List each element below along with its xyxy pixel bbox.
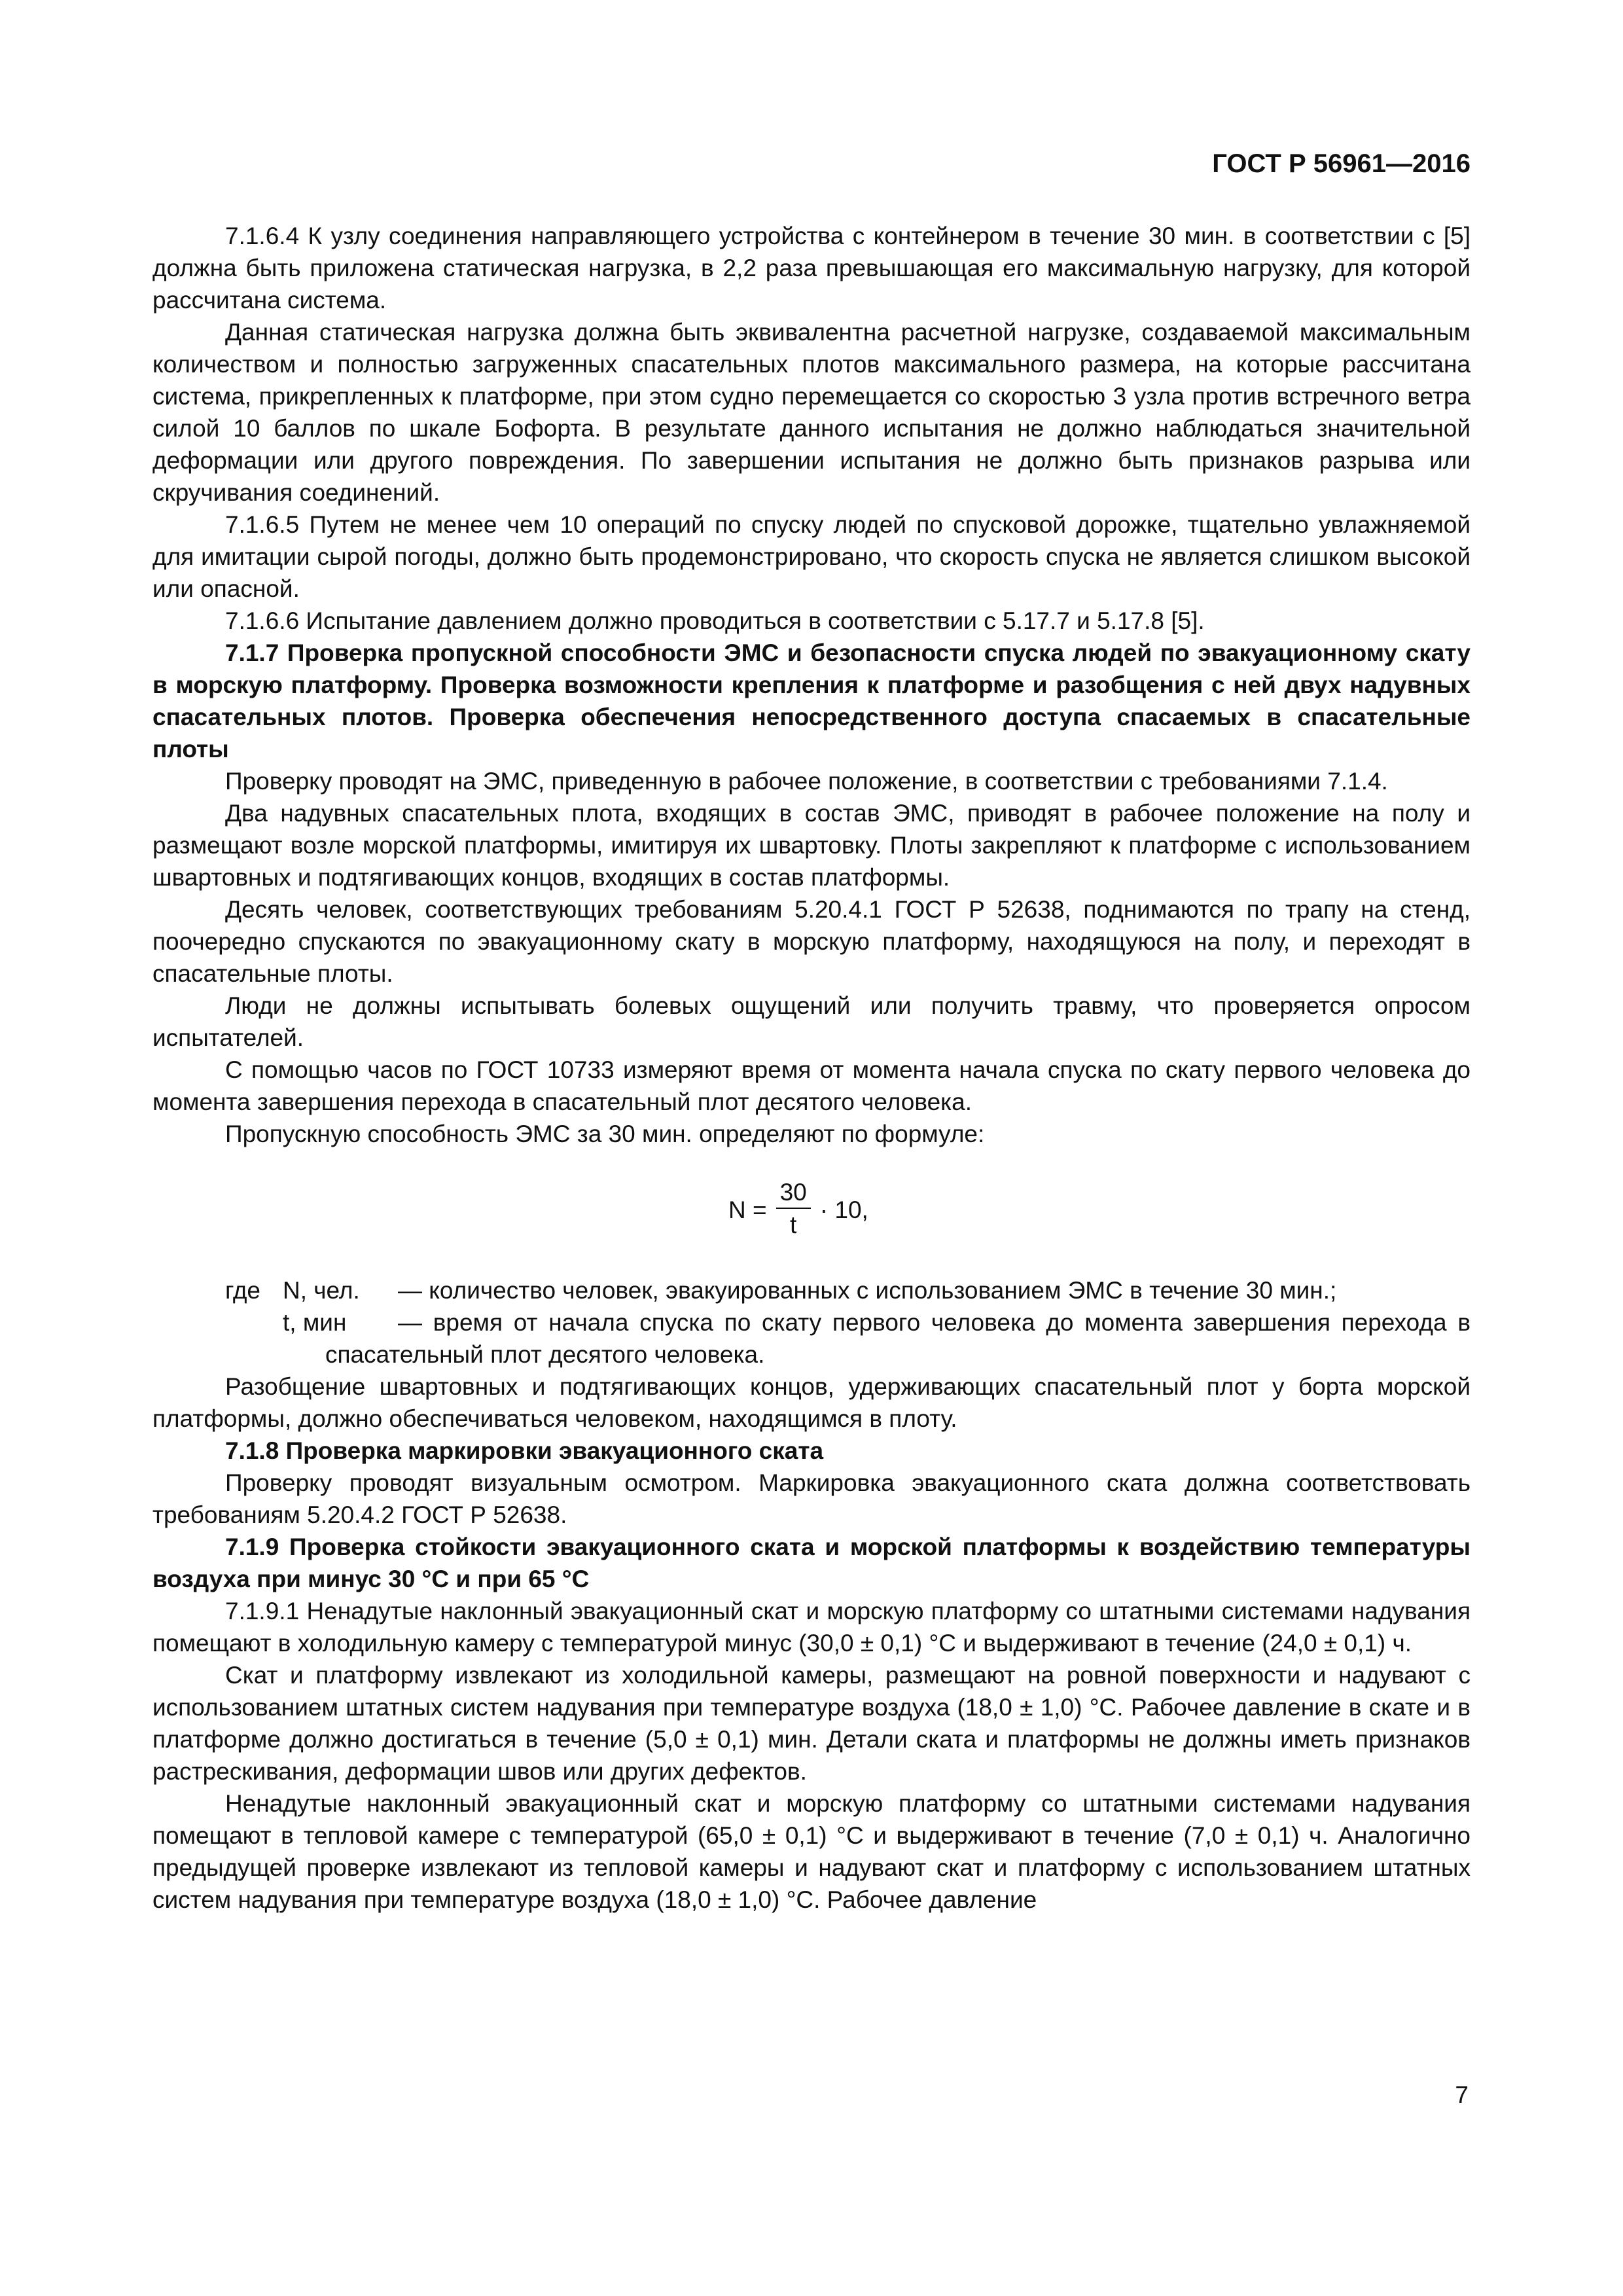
formula-legend bbox=[152, 1274, 1471, 1371]
formula-lhs: N = bbox=[728, 1196, 767, 1223]
formula-rhs: · 10, bbox=[819, 1196, 868, 1223]
paragraph-7-1-9-1: 7.1.9.1 Ненадутые наклонный эвакуационный скат и морскую платформу со штатными системами надувания помещают в холодильную камеру с температурой минус (30,0 ± 0,1) °С и выдерживают в течение (24,0 ± 0,1) ч. bbox=[152, 1598, 1471, 1657]
formula-numerator: 30 bbox=[776, 1177, 811, 1209]
formula-fraction bbox=[776, 1177, 811, 1242]
paragraph-no-injury: Люди не должны испытывать болевых ощущений или получить травму, что проверяется опросом испытателей. bbox=[152, 992, 1471, 1051]
paragraph-heat-test: Ненадутые наклонный эвакуационный скат и морскую платформу со штатными системами надувания помещают в тепловой камере с температурой (65,0 ± 0,1) °С и выдерживают в течение (7,0 ± 0,1) ч. Аналогично предыдущей проверке извлекают из тепловой камеры и надувают скат и платформу с использованием штатных систем надувания при температуре воздуха (18,0 ± 1,0) °С. Рабочее давление bbox=[152, 1790, 1471, 1913]
legend-row-t bbox=[152, 1306, 1471, 1371]
throughput-formula bbox=[152, 1159, 1471, 1256]
legend-row-n bbox=[152, 1274, 1471, 1306]
section-heading-7-1-7: 7.1.7 Проверка пропускной способности ЭМС и безопасности спуска людей по эвакуационному скату в морскую платформу. Проверка возможности крепления к платформе и разобщения с ней двух надувных спасательных плотов. Проверка обеспечения непосредственного доступа спасаемых в спасательные плоты bbox=[152, 639, 1471, 762]
legend-prefix: где bbox=[225, 1277, 261, 1304]
legend-desc-t: — время от начала спуска по скату первого человека до момента завершения перехода в спасательный плот десятого человека. bbox=[325, 1309, 1471, 1368]
paragraph-timing: С помощью часов по ГОСТ 10733 измеряют время от момента начала спуска по скату первого человека до момента завершения перехода в спасательный плот десятого человека. bbox=[152, 1056, 1471, 1115]
paragraph-7-1-6-6: 7.1.6.6 Испытание давлением должно проводиться в соответствии с 5.17.7 и 5.17.8 [5]. bbox=[225, 607, 1205, 634]
legend-desc-n: — количество человек, эвакуированных с использованием ЭМС в течение 30 мин.; bbox=[398, 1277, 1337, 1304]
paragraph-rafts: Два надувных спасательных плота, входящих в состав ЭМС, приводят в рабочее положение на полу и размещают возле морской платформы, имитируя их швартовку. Плоты закрепляют к платформе с использованием швартовных и подтягивающих концов, входящих в состав платформы. bbox=[152, 800, 1471, 891]
paragraph-static-load: Данная статическая нагрузка должна быть эквивалентна расчетной нагрузке, создаваемой максимальным количеством и полностью загруженных спасательных плотов максимального размера, на которые рассчитана система, прикрепленных к платформе, при этом судно перемещается со скоростью 3 узла против встречного ветра силой 10 баллов по шкале Бофорта. В результате данного испытания не должно наблюдаться значительной деформации или другого повреждения. По завершении испытания не должно быть признаков разрыва или скручивания соединений. bbox=[152, 319, 1471, 506]
page-number: 7 bbox=[1455, 2081, 1469, 2108]
formula-denominator: t bbox=[790, 1211, 797, 1238]
paragraph-cold-inflation: Скат и платформу извлекают из холодильной камеры, размещают на ровной поверхности и надувают с использованием штатных систем надувания при температуре воздуха (18,0 ± 1,0) °С. Рабочее давление в скате и в платформе должно достигаться в течение (5,0 ± 0,1) мин. Детали ската и платформы не должны иметь признаков растрескивания, деформации швов или других дефектов. bbox=[152, 1662, 1471, 1785]
legend-key-n: N, чел. bbox=[283, 1277, 360, 1304]
section-heading-7-1-9: 7.1.9 Проверка стойкости эвакуационного ската и морской платформы к воздействию температуры воздуха при минус 30 °С и при 65 °С bbox=[152, 1534, 1471, 1592]
paragraph-test-setup: Проверку проводят на ЭМС, приведенную в рабочее положение, в соответствии с требованиями 7.1.4. bbox=[225, 768, 1388, 795]
paragraph-throughput: Пропускную способность ЭМС за 30 мин. определяют по формуле: bbox=[225, 1121, 985, 1147]
paragraph-disconnect: Разобщение швартовных и подтягивающих концов, удерживающих спасательный плот у борта морской платформы, должно обеспечиваться человеком, находящимся в плоту. bbox=[152, 1373, 1471, 1432]
paragraph-visual-inspection: Проверку проводят визуальным осмотром. Маркировка эвакуационного ската должна соответствовать требованиям 5.20.4.2 ГОСТ Р 52638. bbox=[152, 1469, 1471, 1528]
document-body bbox=[152, 220, 1471, 1916]
legend-key-t: t, мин bbox=[283, 1309, 347, 1336]
section-heading-7-1-8: 7.1.8 Проверка маркировки эвакуационного ската bbox=[225, 1437, 824, 1464]
paragraph-7-1-6-5: 7.1.6.5 Путем не менее чем 10 операций по спуску людей по спусковой дорожке, тщательно увлажняемой для имитации сырой погоды, должно быть продемонстрировано, что скорость спуска не является слишком высокой или опасной. bbox=[152, 511, 1471, 602]
paragraph-7-1-6-4: 7.1.6.4 К узлу соединения направляющего устройства с контейнером в течение 30 мин. в соответствии с [5] должна быть приложена статическая нагрузка, в 2,2 раза превышающая его максимальную нагрузку, для которой рассчитана система. bbox=[152, 223, 1471, 314]
paragraph-ten-people: Десять человек, соответствующих требованиям 5.20.4.1 ГОСТ Р 52638, поднимаются по трапу на стенд, поочередно спускаются по эвакуационному скату в морскую платформу, находящуюся на полу, и переходят в спасательные плоты. bbox=[152, 896, 1471, 987]
document-header: ГОСТ Р 56961—2016 bbox=[1212, 149, 1471, 178]
